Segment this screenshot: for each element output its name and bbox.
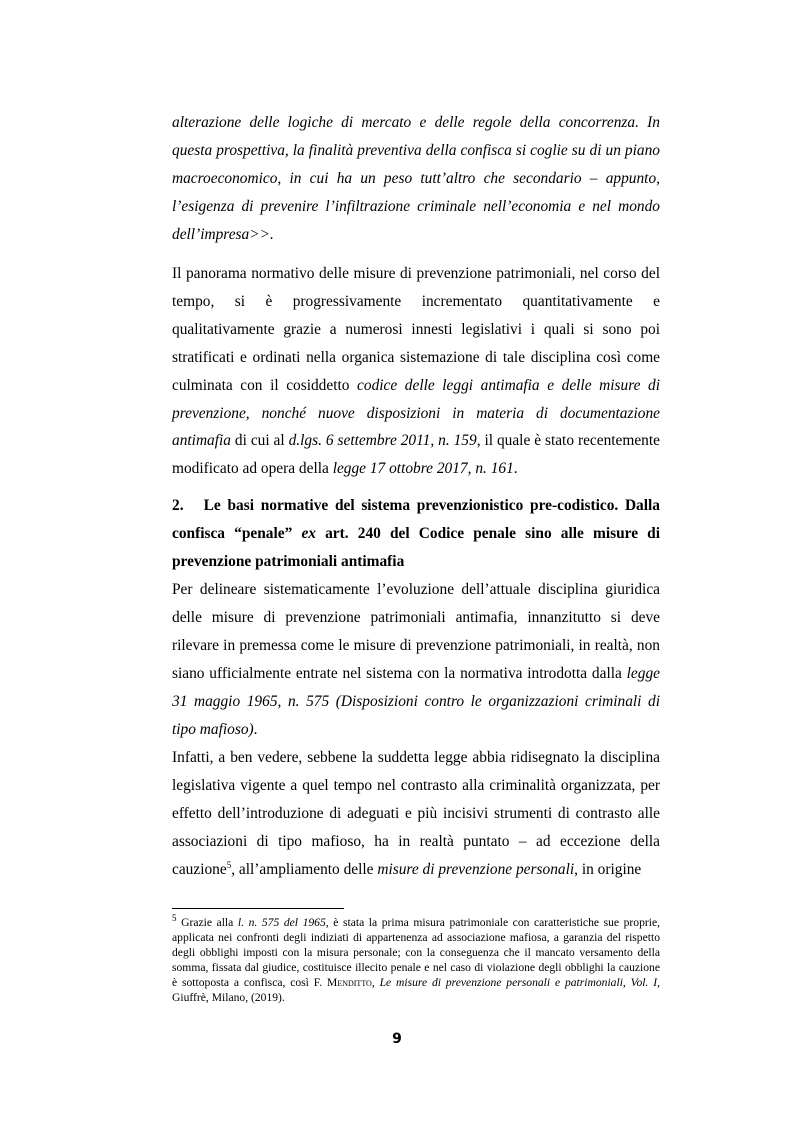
paragraph-text: Il panorama normativo delle misure di prevenzione patrimoniali, nel corso del tempo, si è progressivamente incrementato quantitativamente e qualitativamente grazie a numerosi innesti legislativi i quali si sono poi stratificati e ordinati nella organica sistemazione di tale disciplina così come culminata con il cosiddetto [172,265,660,394]
footnote [172,915,660,1005]
footnote-text: Grazie alla [176,916,238,929]
code-title-italic: codice delle leggi antimafia e delle misure di prevenzione, nonché nuove disposizioni in materia di documentazione antimafia [172,376,660,450]
italic-term: misure di prevenzione personali [377,860,575,878]
paragraph-text: Infatti, a ben vedere, sebbene la suddetta legge abbia ridisegnato la disciplina legislativa vigente a quel tempo nel contrasto alla criminalità organizzata, per effetto dell’introduzione di adeguati e più incisivi strumenti di contrasto alle associazioni di tipo mafioso, ha in realtà puntato – ad eccezione della cauzione [172,749,660,878]
footnote-author: Menditto [327,976,372,989]
footnote-separator [172,908,344,909]
footnote-text: , [371,976,380,989]
paragraph-infatti [172,744,660,884]
quote-text: alterazione delle logiche di mercato e delle regole della concorrenza. In questa prospettiva, la finalità preventiva della confisca si coglie su di un piano macroeconomico, in cui ha un peso tutt’altro che secondario – appunto, l’esigenza di prevenire l’infiltrazione criminale nell’economia e nel mondo dell’impresa>>. [172,114,660,243]
section-number: 2. [172,497,184,514]
footnote-reference[interactable]: 5 [226,859,232,870]
section-title: Le basi normative del sistema prevenzionistico pre-codistico. Dalla confisca “penale” [172,497,660,542]
decree-reference: d.lgs. 6 settembre 2011, n. 159 [288,432,477,450]
law-reference: legge 17 ottobre 2017, n. 161 [332,460,514,478]
footnote-number: 5 [172,913,177,924]
section-heading [172,492,660,576]
footnote-law-reference: l. n. 575 del 1965 [237,916,326,929]
section-title: art. 240 del Codice penale sino alle misure di prevenzione patrimoniali antimafia [172,524,661,570]
paragraph-text: . [513,460,518,478]
paragraph-evolution [172,576,660,743]
page-number: 9 [392,1031,402,1047]
paragraph-text: , il quale è stato recentemente modificato ad opera della [172,432,660,478]
paragraph-text: Per delineare sistematicamente l’evoluzione dell’attuale disciplina giuridica delle misure di prevenzione patrimoniali antimafia, innanzitutto si deve rilevare in premessa come le misure di prevenzione patrimoniali, in realtà, non siano ufficialmente entrate nel sistema con la normativa introdotta dalla [172,581,660,682]
quote-block [172,109,660,249]
paragraph-normative-overview [172,260,660,483]
section-title-italic: ex [301,524,316,542]
footnote-text: Giuffrè, Milano, (2019). [172,991,285,1004]
paragraph-text: di cui al [231,432,289,450]
footnote-text: , è stata la prima misura patrimoniale con caratteristiche sue proprie, applicata nei confronti degli indiziati di appartenenza ad associazione mafiosa, a garanzia del rispetto degli obblighi imposti con la misura personale; con la conseguenza che il mancato versamento della somma, fissata dal giudice, costituisce illecito penale e nel caso di violazione degli obblighi la cauzione è sottoposta a confisca, così F. [172,916,660,989]
footnote-book-title: Le misure di prevenzione personali e patrimoniali, Vol. I, [379,976,660,989]
paragraph-text: . [253,720,258,738]
paragraph-text: , in origine [574,860,642,878]
law-reference: legge 31 maggio 1965, n. 575 (Disposizioni contro le organizzazioni criminali di tipo mafioso) [172,664,660,738]
paragraph-text: , all’ampliamento delle [231,860,378,878]
